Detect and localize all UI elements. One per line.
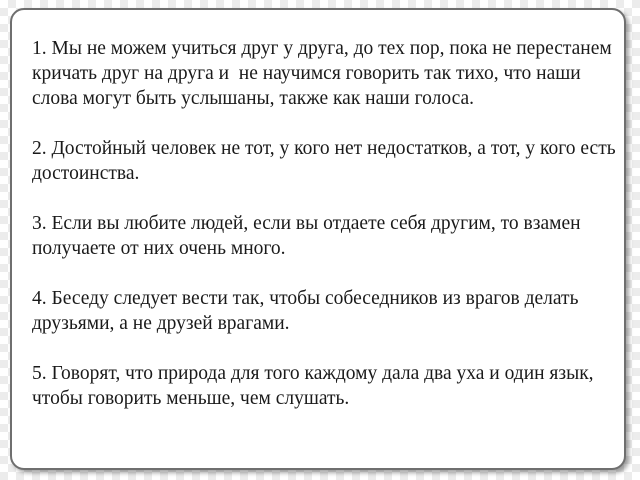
quote-paragraph-1: 1. Мы не можем учиться друг у друга, до тех пор, пока не перестанем кричать друг на друга и не научимся говорить так тихо, что наши слова могут быть услышаны, также как наши голоса. [32, 38, 617, 109]
quote-paragraph-5: 5. Говорят, что природа для того каждому дала два уха и один язык, чтобы говорить меньше, чем слушать. [32, 363, 599, 409]
quote-paragraph-2: 2. Достойный человек не тот, у кого нет недостатков, а тот, у кого есть достоинства. [32, 138, 621, 184]
slide-text-body [32, 36, 621, 411]
quote-paragraph-4: 4. Беседу следует вести так, чтобы собеседников из врагов делать друзьями, а не друзей врагами. [32, 288, 584, 334]
quote-paragraph-3: 3. Если вы любите людей, если вы отдаете себя другим, то взамен получаете от них очень много. [32, 213, 586, 259]
slide-frame [10, 8, 626, 470]
